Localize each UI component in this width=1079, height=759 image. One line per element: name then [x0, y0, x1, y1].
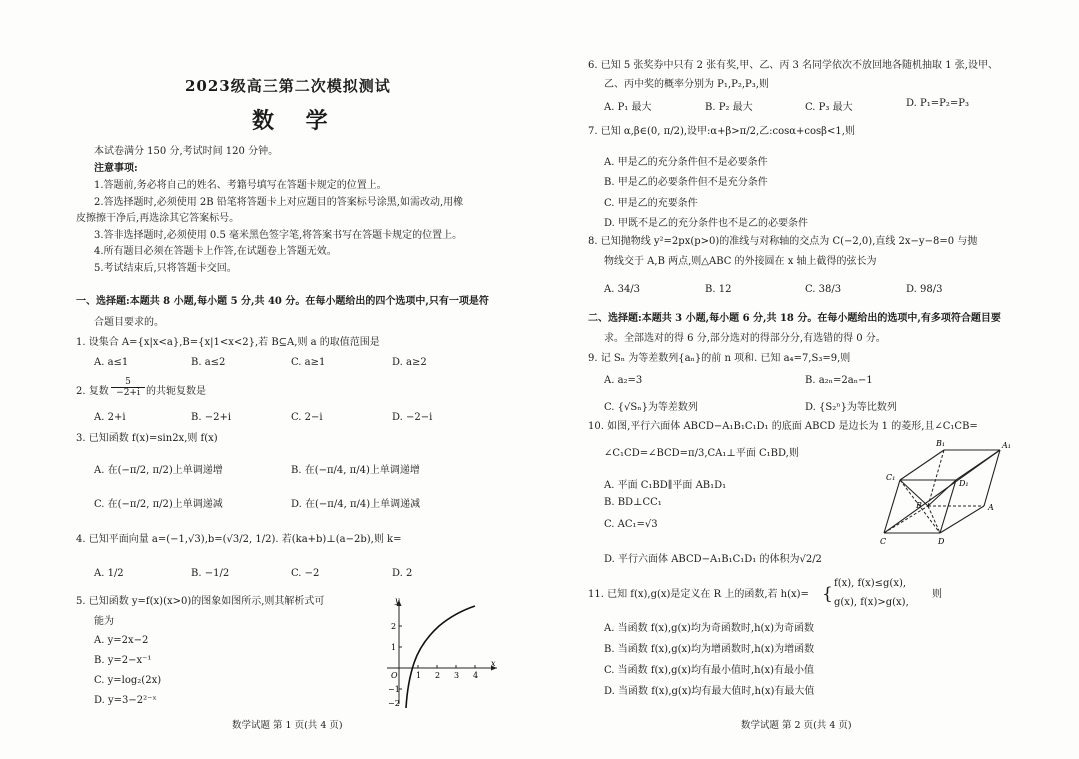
option-d[interactable]: D. 甲既不是乙的充分条件也不是乙的必要条件 [604, 218, 809, 229]
y-tick-label: 2 [391, 622, 397, 631]
option-a[interactable]: A. 甲是乙的充分条件但不是必要条件 [604, 157, 768, 168]
option-d[interactable]: D. 98/3 [906, 284, 943, 295]
option-a[interactable]: A. 当函数 f(x),g(x)均为奇函数时,h(x)为奇函数 [604, 623, 814, 634]
option-c[interactable]: C. −2 [291, 568, 320, 579]
hidden-edge-bb1 [928, 450, 944, 506]
vertex-label: C₁ [886, 473, 896, 482]
page-footer: 数学试题 第 2 页(共 4 页) [741, 720, 852, 731]
notice-item: 2.答选择题时,必须使用 2B 铅笔将答题卡上对应题目的答案标号涂黑,如需改动,用橡 [94, 197, 464, 208]
option-c[interactable]: C. y=log₂(2x) [94, 675, 162, 686]
brace: { [822, 584, 833, 604]
vertex-label: A [988, 503, 994, 512]
question-5-stem-cont: 能为 [94, 616, 114, 627]
option-d[interactable]: D. 在(−π/4, π/4)上单调递减 [291, 499, 421, 510]
question-5-stem: 5. 已知函数 y=f(x)(x>0)的图象如图所示,则其解析式可 [76, 596, 325, 607]
question-6-stem: 6. 已知 5 张奖券中只有 2 张有奖,甲、乙、丙 3 名同学依次不放回地各随机抽取 1 张,设甲、 [588, 60, 998, 71]
section2-heading-cont: 求。全部选对的得 6 分,部分选对的得部分分,有选错的得 0 分。 [604, 333, 886, 344]
exam-title: 2023级高三第二次模拟测试 [185, 77, 391, 95]
subject-title: 数 学 [252, 108, 340, 134]
option-a[interactable]: A. 1/2 [94, 568, 124, 579]
x-axis-label: x [491, 659, 496, 668]
y-tick-label: −1 [388, 685, 400, 694]
vertex-label: D₁ [959, 479, 969, 488]
option-b[interactable]: B. 当函数 f(x),g(x)均为增函数时,h(x)为增函数 [604, 644, 815, 655]
option-b[interactable]: B. P₂ 最大 [705, 102, 753, 113]
fraction-denominator: −2+i [116, 388, 140, 398]
question-1-stem: 1. 设集合 A={x|x<a},B={x|1<x<2},若 B⊆A,则 a 的取值范围是 [76, 337, 380, 348]
piecewise-case: f(x), f(x)≤g(x), [834, 578, 907, 589]
option-a[interactable]: A. 34/3 [604, 284, 641, 295]
x-tick-label: 1 [416, 671, 422, 680]
option-d[interactable]: D. y=3−2²⁻ˣ [94, 695, 157, 706]
option-c[interactable]: C. 2−i [291, 412, 323, 423]
section2-heading: 二、选择题:本题共 3 小题,每小题 6 分,共 18 分。在每小题给出的选项中,有多项符合题目要 [588, 313, 1001, 324]
option-d[interactable]: D. 2 [392, 568, 413, 579]
x-tick-label: 2 [435, 671, 441, 680]
question-6-stem-cont: 乙、丙中奖的概率分别为 P₁,P₂,P₃,则 [604, 79, 769, 90]
question-11-stem-post: 则 [932, 589, 942, 600]
option-a[interactable]: A. y=2x−2 [94, 635, 149, 646]
option-a[interactable]: A. 平面 C₁BD∥平面 AB₁D₁ [604, 480, 727, 491]
y-axis-label: y [395, 596, 400, 605]
option-c[interactable]: C. AC₁=√3 [604, 519, 658, 530]
option-d[interactable]: D. {S₂ⁿ}为等比数列 [805, 402, 897, 413]
option-b[interactable]: B. −2+i [191, 412, 232, 423]
question-10-stem: 10. 如图,平行六面体 ABCD−A₁B₁C₁D₁ 的底面 ABCD 是边长为 1 的菱形,且∠C₁CB= [588, 421, 978, 432]
option-c[interactable]: C. P₃ 最大 [805, 102, 853, 113]
question-11-stem-pre: 11. 已知 f(x),g(x)是定义在 R 上的函数,若 h(x)= [588, 589, 809, 600]
option-b[interactable]: B. a≤2 [191, 357, 226, 368]
origin-label: O [391, 671, 398, 680]
vertex-label: B [916, 501, 922, 510]
vertex-label: D [938, 537, 945, 546]
option-c[interactable]: C. 甲是乙的充要条件 [604, 198, 698, 209]
notice-item: 皮擦擦干净后,再选涂其它答案标号。 [76, 213, 240, 224]
question-9-stem: 9. 记 Sₙ 为等差数列{aₙ}的前 n 项和. 已知 a₄=7,S₃=9,则 [588, 353, 851, 364]
option-d[interactable]: D. −2−i [392, 412, 433, 423]
intro-text: 本试卷满分 150 分,考试时间 120 分钟。 [94, 146, 279, 157]
vertex-label: B₁ [936, 439, 946, 448]
question-2-stem-pre: 2. 复数 [76, 386, 109, 397]
y-tick-label: −2 [388, 699, 400, 708]
piecewise-case: g(x), f(x)>g(x), [834, 597, 909, 608]
parallelepiped-figure [880, 436, 1020, 548]
question-3-stem: 3. 已知函数 f(x)=sin2x,则 f(x) [76, 433, 218, 444]
option-a[interactable]: A. P₁ 最大 [604, 102, 652, 113]
function-graph [385, 596, 505, 708]
edge-aa1 [984, 450, 1000, 506]
option-a[interactable]: A. 在(−π/2, π/2)上单调递增 [94, 465, 223, 476]
function-curve [406, 606, 475, 708]
y-tick-label: 1 [391, 643, 397, 652]
segment-c1b [900, 480, 928, 506]
section1-heading: 一、选择题:本题共 8 小题,每小题 5 分,共 40 分。在每小题给出的四个选项中,只有一项是符 [76, 296, 489, 307]
hidden-diagonal-bd [928, 506, 940, 533]
exam-page-2 [540, 0, 1079, 759]
fraction [111, 377, 145, 398]
option-b[interactable]: B. a₂ₙ=2aₙ−1 [805, 375, 873, 386]
option-a[interactable]: A. a₂=3 [604, 375, 643, 386]
page-footer: 数学试题 第 1 页(共 4 页) [232, 720, 343, 731]
option-d[interactable]: D. P₁=P₂=P₃ [906, 98, 969, 109]
notice-heading: 注意事项: [94, 163, 138, 174]
notice-item: 5.考试结束后,只将答题卡交回。 [94, 263, 237, 274]
question-8-stem: 8. 已知抛物线 y²=2px(p>0)的准线与对称轴的交点为 C(−2,0),直线 2x−y−8=0 与抛 [588, 236, 978, 247]
section1-heading-cont: 合题目要求的。 [94, 317, 164, 328]
option-b[interactable]: B. 12 [705, 284, 732, 295]
diagonal-ca1 [884, 450, 1000, 533]
option-d[interactable]: D. 当函数 f(x),g(x)均有最大值时,h(x)有最大值 [604, 686, 815, 697]
option-c[interactable]: C. {√Sₙ}为等差数列 [604, 402, 698, 413]
question-4-stem: 4. 已知平面向量 a=(−1,√3),b=(√3/2, 1/2). 若(ka+b)⊥(a−2b),则 k= [76, 534, 402, 545]
option-b[interactable]: B. y=2−x⁻¹ [94, 655, 152, 666]
vertex-label: C [880, 537, 887, 546]
option-c[interactable]: C. 38/3 [805, 284, 842, 295]
edge-b1c1 [900, 450, 944, 480]
notice-item: 1.答题前,务必将自己的姓名、考籍号填写在答题卡规定的位置上。 [94, 180, 387, 191]
option-c[interactable]: C. a≥1 [291, 357, 326, 368]
question-2-stem-post: 的共轭复数是 [146, 386, 206, 397]
x-tick-label: 4 [473, 671, 479, 680]
option-c[interactable]: C. 在(−π/2, π/2)上单调递减 [94, 499, 223, 510]
option-b[interactable]: B. 在(−π/4, π/4)上单调递增 [291, 465, 420, 476]
fraction-numerator: 5 [111, 377, 145, 388]
notice-item: 3.答非选择题时,必须使用 0.5 毫米黑色签字笔,将答案书写在答题卡规定的位置上。 [94, 230, 463, 241]
option-d[interactable]: D. 平行六面体 ABCD−A₁B₁C₁D₁ 的体积为√2/2 [604, 554, 822, 565]
option-b[interactable]: B. BD⊥CC₁ [604, 497, 662, 508]
question-8-stem-cont: 物线交于 A,B 两点,则△ABC 的外接圆在 x 轴上截得的弦长为 [604, 256, 877, 267]
vertex-label: A₁ [1002, 441, 1011, 450]
option-b[interactable]: B. 甲是乙的必要条件但不是充分条件 [604, 177, 768, 188]
option-c[interactable]: C. 当函数 f(x),g(x)均有最小值时,h(x)有最小值 [604, 665, 815, 676]
x-tick-label: 3 [454, 671, 460, 680]
question-7-stem: 7. 已知 α,β∈(0, π/2),设甲:α+β>π/2,乙:cosα+cosβ<1,则 [588, 126, 855, 137]
option-d[interactable]: D. a≥2 [392, 357, 427, 368]
notice-item: 4.所有题目必须在答题卡上作答,在试题卷上答题无效。 [94, 246, 337, 257]
option-b[interactable]: B. −1/2 [191, 568, 230, 579]
option-a[interactable]: A. 2+i [94, 412, 126, 423]
question-10-stem-cont: ∠C₁CD=∠BCD=π/3,CA₁⊥平面 C₁BD,则 [604, 448, 799, 459]
option-a[interactable]: A. a≤1 [94, 357, 129, 368]
